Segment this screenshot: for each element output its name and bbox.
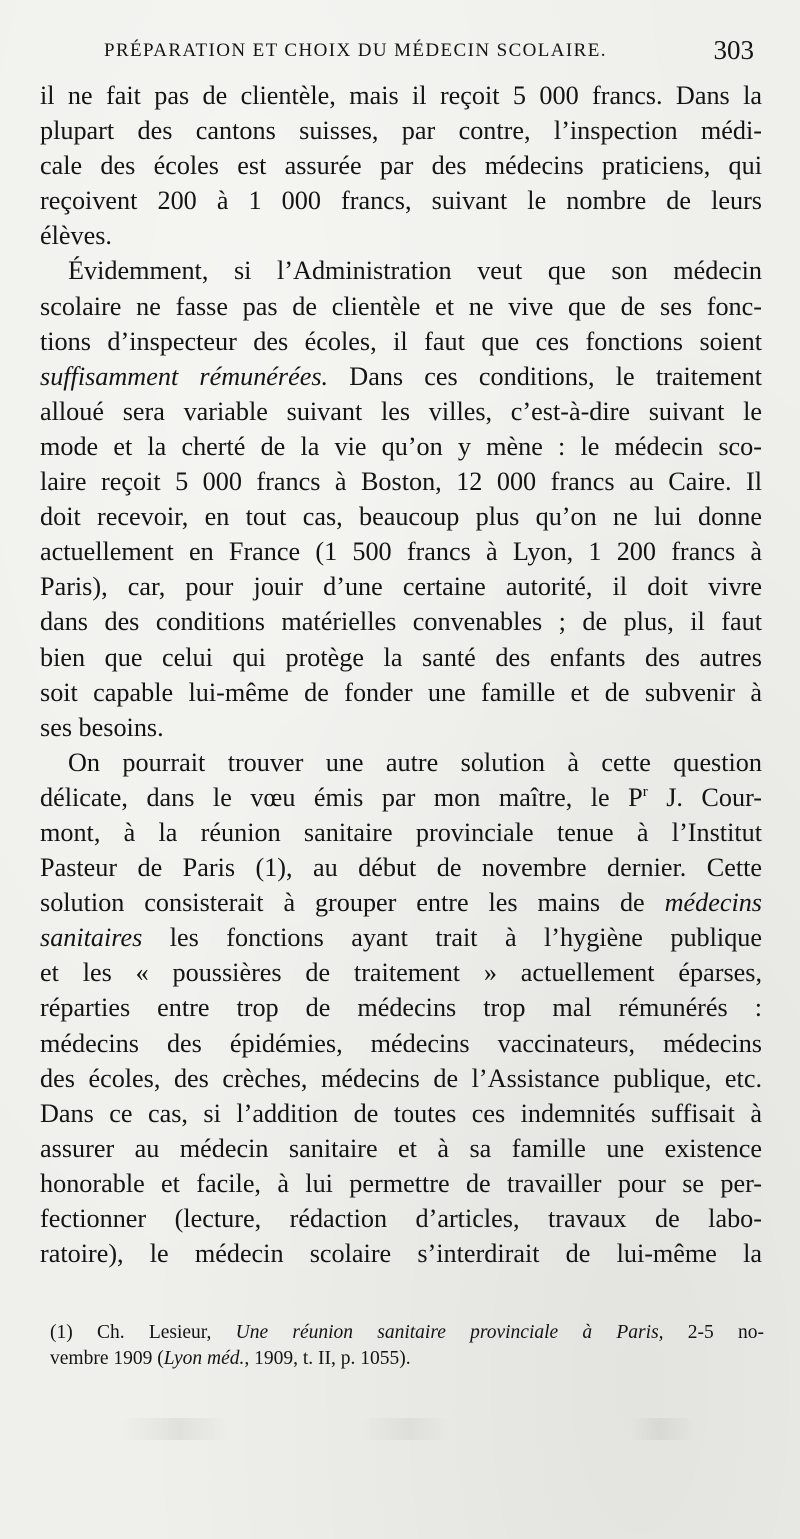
text-line: élèves. — [40, 221, 112, 251]
text-line: laire reçoit 5 000 francs à Boston, 12 000 francs au Caire. Il — [40, 467, 762, 497]
text-fragment: vembre 1909 ( — [50, 1348, 164, 1369]
text-fragment: Dans ces conditions, le traitement — [328, 361, 762, 391]
text-line: dans des conditions matérielles convenables ; de plus, il faut — [40, 607, 762, 637]
text-line: On pourrait trouver une autre solution à cette question — [68, 747, 762, 777]
text-fragment: 2-5 no- — [663, 1322, 764, 1343]
running-header — [104, 35, 764, 65]
text-line: il ne fait pas de clientèle, mais il reçoit 5 000 francs. Dans la — [40, 81, 762, 110]
text-line: soit capable lui-même de fonder une famille et de subvenir à — [40, 677, 762, 707]
text-line — [40, 920, 762, 955]
text-line: reçoivent 200 à 1 000 francs, suivant le nombre de leurs — [40, 186, 762, 216]
text-line: Évidemment, si l’Administration veut que son médecin — [68, 256, 762, 286]
running-title: PRÉPARATION ET CHOIX DU MÉDECIN SCOLAIRE. — [104, 40, 607, 61]
text-fragment: les fonctions ayant trait à l’hygiène publique — [142, 923, 762, 953]
text-line: bien que celui qui protège la santé des enfants des autres — [40, 642, 762, 672]
italic-phrase: sanitaires — [40, 923, 143, 953]
text-line: mont, à la réunion sanitaire provinciale tenue à l’Institut — [40, 817, 762, 847]
text-line: assurer au médecin sanitaire et à sa famille une existence — [40, 1133, 762, 1163]
text-line: Dans ce cas, si l’addition de toutes ces indemnités suffisait à — [40, 1098, 762, 1128]
italic-phrase: médecins — [664, 888, 762, 918]
text-line: Pasteur de Paris (1), au début de novembre dernier. Cette — [40, 853, 762, 883]
text-line: scolaire ne fasse pas de clientèle et ne vive que de ses fonc- — [40, 291, 762, 321]
text-line: ses besoins. — [40, 712, 164, 742]
footnote-line — [50, 1346, 764, 1372]
footnote-marker: (1) Ch. Lesieur, — [50, 1322, 236, 1343]
footnote-journal: Lyon méd. — [163, 1348, 245, 1369]
superscript: r — [642, 783, 648, 800]
text-line: des écoles, des crèches, médecins de l’Assistance publique, etc. — [40, 1063, 762, 1093]
footnote — [50, 1320, 764, 1372]
text-line: doit recevoir, en tout cas, beaucoup plus qu’on ne lui donne — [40, 502, 762, 532]
page-number: 303 — [713, 35, 754, 65]
text-line: plupart des cantons suisses, par contre, l’inspection médi- — [40, 116, 762, 146]
text-line: ratoire), le médecin scolaire s’interdirait de lui-même la — [40, 1239, 762, 1269]
text-line: alloué sera variable suivant les villes, c’est-à-dire suivant le — [40, 396, 762, 426]
text-fragment: J. Cour- — [647, 782, 762, 812]
italic-phrase: suffisamment rémunérées. — [40, 361, 329, 391]
body-text — [40, 78, 762, 1271]
text-line: réparties entre trop de médecins trop mal rémunérés : — [40, 993, 762, 1023]
text-line: fectionner (lecture, rédaction d’articles, travaux de labo- — [40, 1204, 762, 1233]
text-line: tions d’inspecteur des écoles, il faut que ces fonctions soient — [40, 326, 762, 356]
footnote-line — [50, 1320, 764, 1346]
text-line: cale des écoles est assurée par des médecins praticiens, qui — [40, 151, 762, 181]
text-line: honorable et facile, à lui permettre de travailler pour se per- — [40, 1168, 762, 1198]
footnote-title: Une réunion sanitaire provinciale à Paris, — [235, 1322, 664, 1343]
text-fragment: , 1909, t. II, p. 1055). — [244, 1348, 411, 1369]
text-line: mode et la cherté de la vie qu’on y mène : le médecin sco- — [40, 431, 762, 461]
text-line — [40, 780, 762, 815]
text-line: Paris), car, pour jouir d’une certaine autorité, il doit vivre — [40, 572, 762, 602]
text-line — [40, 359, 762, 394]
text-fragment: solution consisterait à grouper entre les mains de — [40, 888, 665, 918]
text-line: médecins des épidémies, médecins vaccinateurs, médecins — [40, 1028, 762, 1058]
text-fragment: délicate, dans le vœu émis par mon maître, le P — [40, 782, 643, 812]
show-through-shadow — [120, 1418, 720, 1440]
text-line — [40, 885, 762, 920]
text-line: actuellement en France (1 500 francs à Lyon, 1 200 francs à — [40, 537, 762, 567]
text-line: et les « poussières de traitement » actuellement éparses, — [40, 958, 762, 988]
